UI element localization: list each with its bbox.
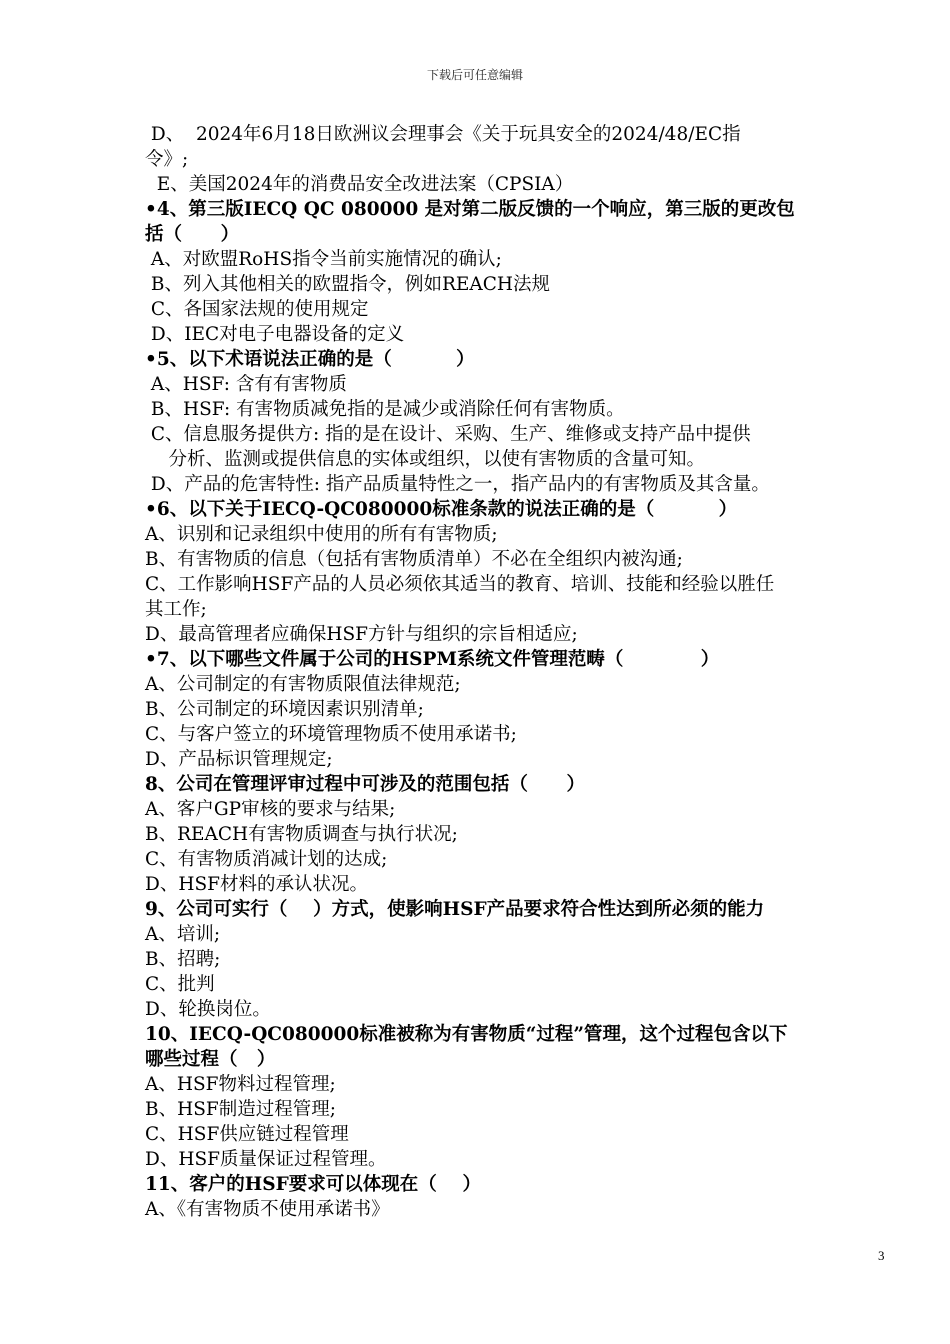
text-line: A、识别和记录组织中使用的所有有害物质;: [145, 524, 498, 545]
text-line: C、信息服务提供方: 指的是在设计、采购、生产、维修或支持产品中提供: [145, 424, 751, 445]
text-line: 令》;: [145, 149, 189, 170]
text-line: 分析、监测或提供信息的实体或组织，以使有害物质的含量可知。: [145, 449, 706, 470]
text-line: B、REACH有害物质调查与执行状况;: [145, 824, 458, 845]
text-line: A、客户GP审核的要求与结果;: [145, 799, 396, 820]
text-line: D、HSF质量保证过程管理。: [145, 1149, 387, 1170]
question-line: 哪些过程（ ）: [145, 1049, 276, 1070]
question-line: 括（ ）: [145, 224, 240, 245]
text-line: D、轮换岗位。: [145, 999, 271, 1020]
text-line: B、HSF: 有害物质减免指的是减少或消除任何有害物质。: [145, 399, 625, 420]
text-line: D、 2024年6月18日欧洲议会理事会《关于玩具安全的2024/48/EC指: [145, 124, 741, 145]
text-line: E、美国2024年的消费品安全改进法案（CPSIA）: [145, 174, 574, 195]
question-line: •7、以下哪些文件属于公司的HSPM系统文件管理范畴（ ）: [145, 649, 720, 670]
text-line: D、产品标识管理规定;: [145, 749, 333, 770]
text-line: A、培训;: [145, 924, 221, 945]
text-line: A、《有害物质不使用承诺书》: [145, 1199, 390, 1220]
text-line: B、招聘;: [145, 949, 221, 970]
text-line: C、各国家法规的使用规定: [145, 299, 369, 320]
question-line: 8、公司在管理评审过程中可涉及的范围包括（ ）: [145, 774, 586, 795]
question-line: 11、客户的HSF要求可以体现在（ ）: [145, 1174, 481, 1195]
text-line: D、IEC对电子电器设备的定义: [145, 324, 405, 345]
text-line: A、对欧盟RoHS指令当前实施情况的确认;: [145, 249, 502, 270]
text-line: C、有害物质消减计划的达成;: [145, 849, 388, 870]
question-line: •5、以下术语说法正确的是（ ）: [145, 349, 475, 370]
text-line: C、与客户签立的环境管理物质不使用承诺书;: [145, 724, 517, 745]
text-line: A、HSF物料过程管理;: [145, 1074, 336, 1095]
text-line: B、有害物质的信息（包括有害物质清单）不必在全组织内被沟通;: [145, 549, 683, 570]
text-line: D、最高管理者应确保HSF方针与组织的宗旨相适应;: [145, 624, 578, 645]
question-line: •6、以下关于IECQ-QC080000标准条款的说法正确的是（ ）: [145, 499, 738, 520]
question-line: 10、IECQ-QC080000标准被称为有害物质“过程”管理，这个过程包含以下: [145, 1024, 788, 1045]
text-line: A、HSF: 含有有害物质: [145, 374, 347, 395]
text-line: C、HSF供应链过程管理: [145, 1124, 349, 1145]
text-line: C、批判: [145, 974, 215, 995]
question-line: 9、公司可实行（ ）方式，使影响HSF产品要求符合性达到所必须的能力: [145, 899, 765, 920]
text-line: D、HSF材料的承认状况。: [145, 874, 368, 895]
page-header: 下载后可任意编辑: [426, 68, 523, 82]
text-line: B、公司制定的环境因素识别清单;: [145, 699, 424, 720]
text-line: 其工作;: [145, 599, 207, 620]
text-line: B、列入其他相关的欧盟指令，例如REACH法规: [145, 274, 551, 295]
document-body: [145, 122, 895, 1222]
page-number: 3: [878, 1248, 885, 1263]
text-line: B、HSF制造过程管理;: [145, 1099, 336, 1120]
text-line: C、工作影响HSF产品的人员必须依其适当的教育、培训、技能和经验以胜任: [145, 574, 775, 595]
text-line: A、公司制定的有害物质限值法律规范;: [145, 674, 461, 695]
text-line: D、产品的危害特性: 指产品质量特性之一，指产品内的有害物质及其含量。: [145, 474, 770, 495]
question-line: •4、第三版IECQ QC 080000 是对第二版反馈的一个响应，第三版的更改包: [145, 199, 795, 220]
